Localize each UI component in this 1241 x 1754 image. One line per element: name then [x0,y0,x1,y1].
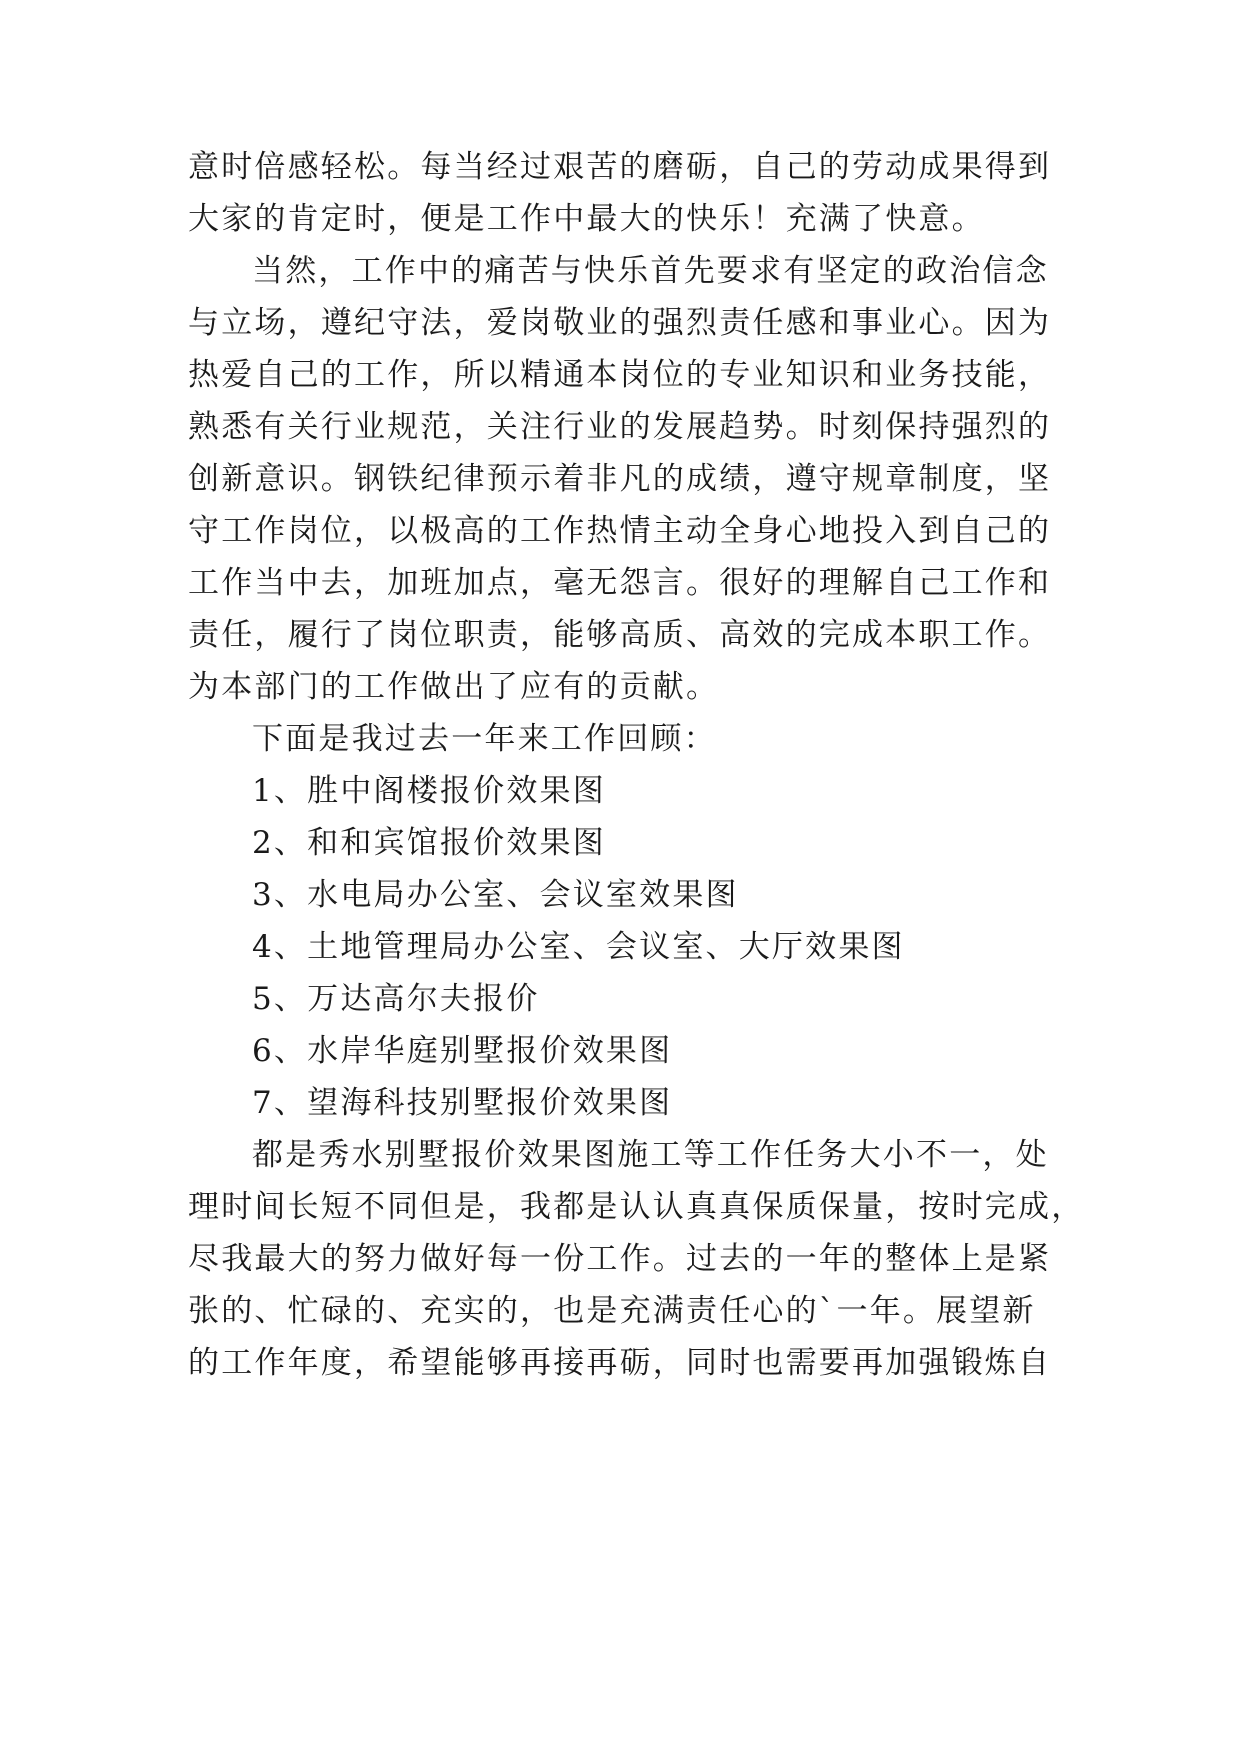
paragraph-line: 的工作年度，希望能够再接再砺，同时也需要再加强锻炼自 [188,1345,1052,1381]
paragraph-line: 工作当中去，加班加点，毫无怨言。很好的理解自己工作和 [188,565,1052,601]
paragraph-line: 责任，履行了岗位职责，能够高质、高效的完成本职工作。 [188,617,1052,653]
paragraph-line: 熟悉有关行业规范，关注行业的发展趋势。时刻保持强烈的 [188,409,1052,445]
paragraph-line: 与立场，遵纪守法，爱岗敬业的强烈责任感和事业心。因为 [188,305,1052,341]
paragraph-line: 为本部门的工作做出了应有的贡献。 [188,669,720,705]
list-item: 3、水电局办公室、会议室效果图 [252,877,739,913]
list-item: 6、水岸华庭别墅报价效果图 [252,1033,673,1069]
list-item: 7、望海科技别墅报价效果图 [252,1085,673,1121]
paragraph-line: 意时倍感轻松。每当经过艰苦的磨砺，自己的劳动成果得到 [188,149,1052,185]
list-item: 5、万达高尔夫报价 [252,981,540,1017]
list-item: 1、胜中阁楼报价效果图 [252,773,606,809]
paragraph-line: 张的、忙碌的、充实的，也是充满责任心的`一年。展望新 [188,1293,1036,1329]
paragraph-line: 当然，工作中的痛苦与快乐首先要求有坚定的政治信念 [252,253,1049,289]
review-intro: 下面是我过去一年来工作回顾： [252,721,717,757]
paragraph-line: 守工作岗位，以极高的工作热情主动全身心地投入到自己的 [188,513,1052,549]
paragraph-line: 热爱自己的工作，所以精通本岗位的专业知识和业务技能， [188,357,1052,393]
list-item: 4、土地管理局办公室、会议室、大厅效果图 [252,929,905,965]
paragraph-line: 尽我最大的努力做好每一份工作。过去的一年的整体上是紧 [188,1241,1052,1277]
paragraph-line: 都是秀水别墅报价效果图施工等工作任务大小不一，处 [252,1137,1049,1173]
list-item: 2、和和宾馆报价效果图 [252,825,606,861]
paragraph-line: 理时间长短不同但是，我都是认认真真保质保量，按时完成， [188,1189,1085,1225]
paragraph-line: 创新意识。钢铁纪律预示着非凡的成绩，遵守规章制度，坚 [188,461,1052,497]
paragraph-line: 大家的肯定时，便是工作中最大的快乐！充满了快意。 [188,201,985,237]
